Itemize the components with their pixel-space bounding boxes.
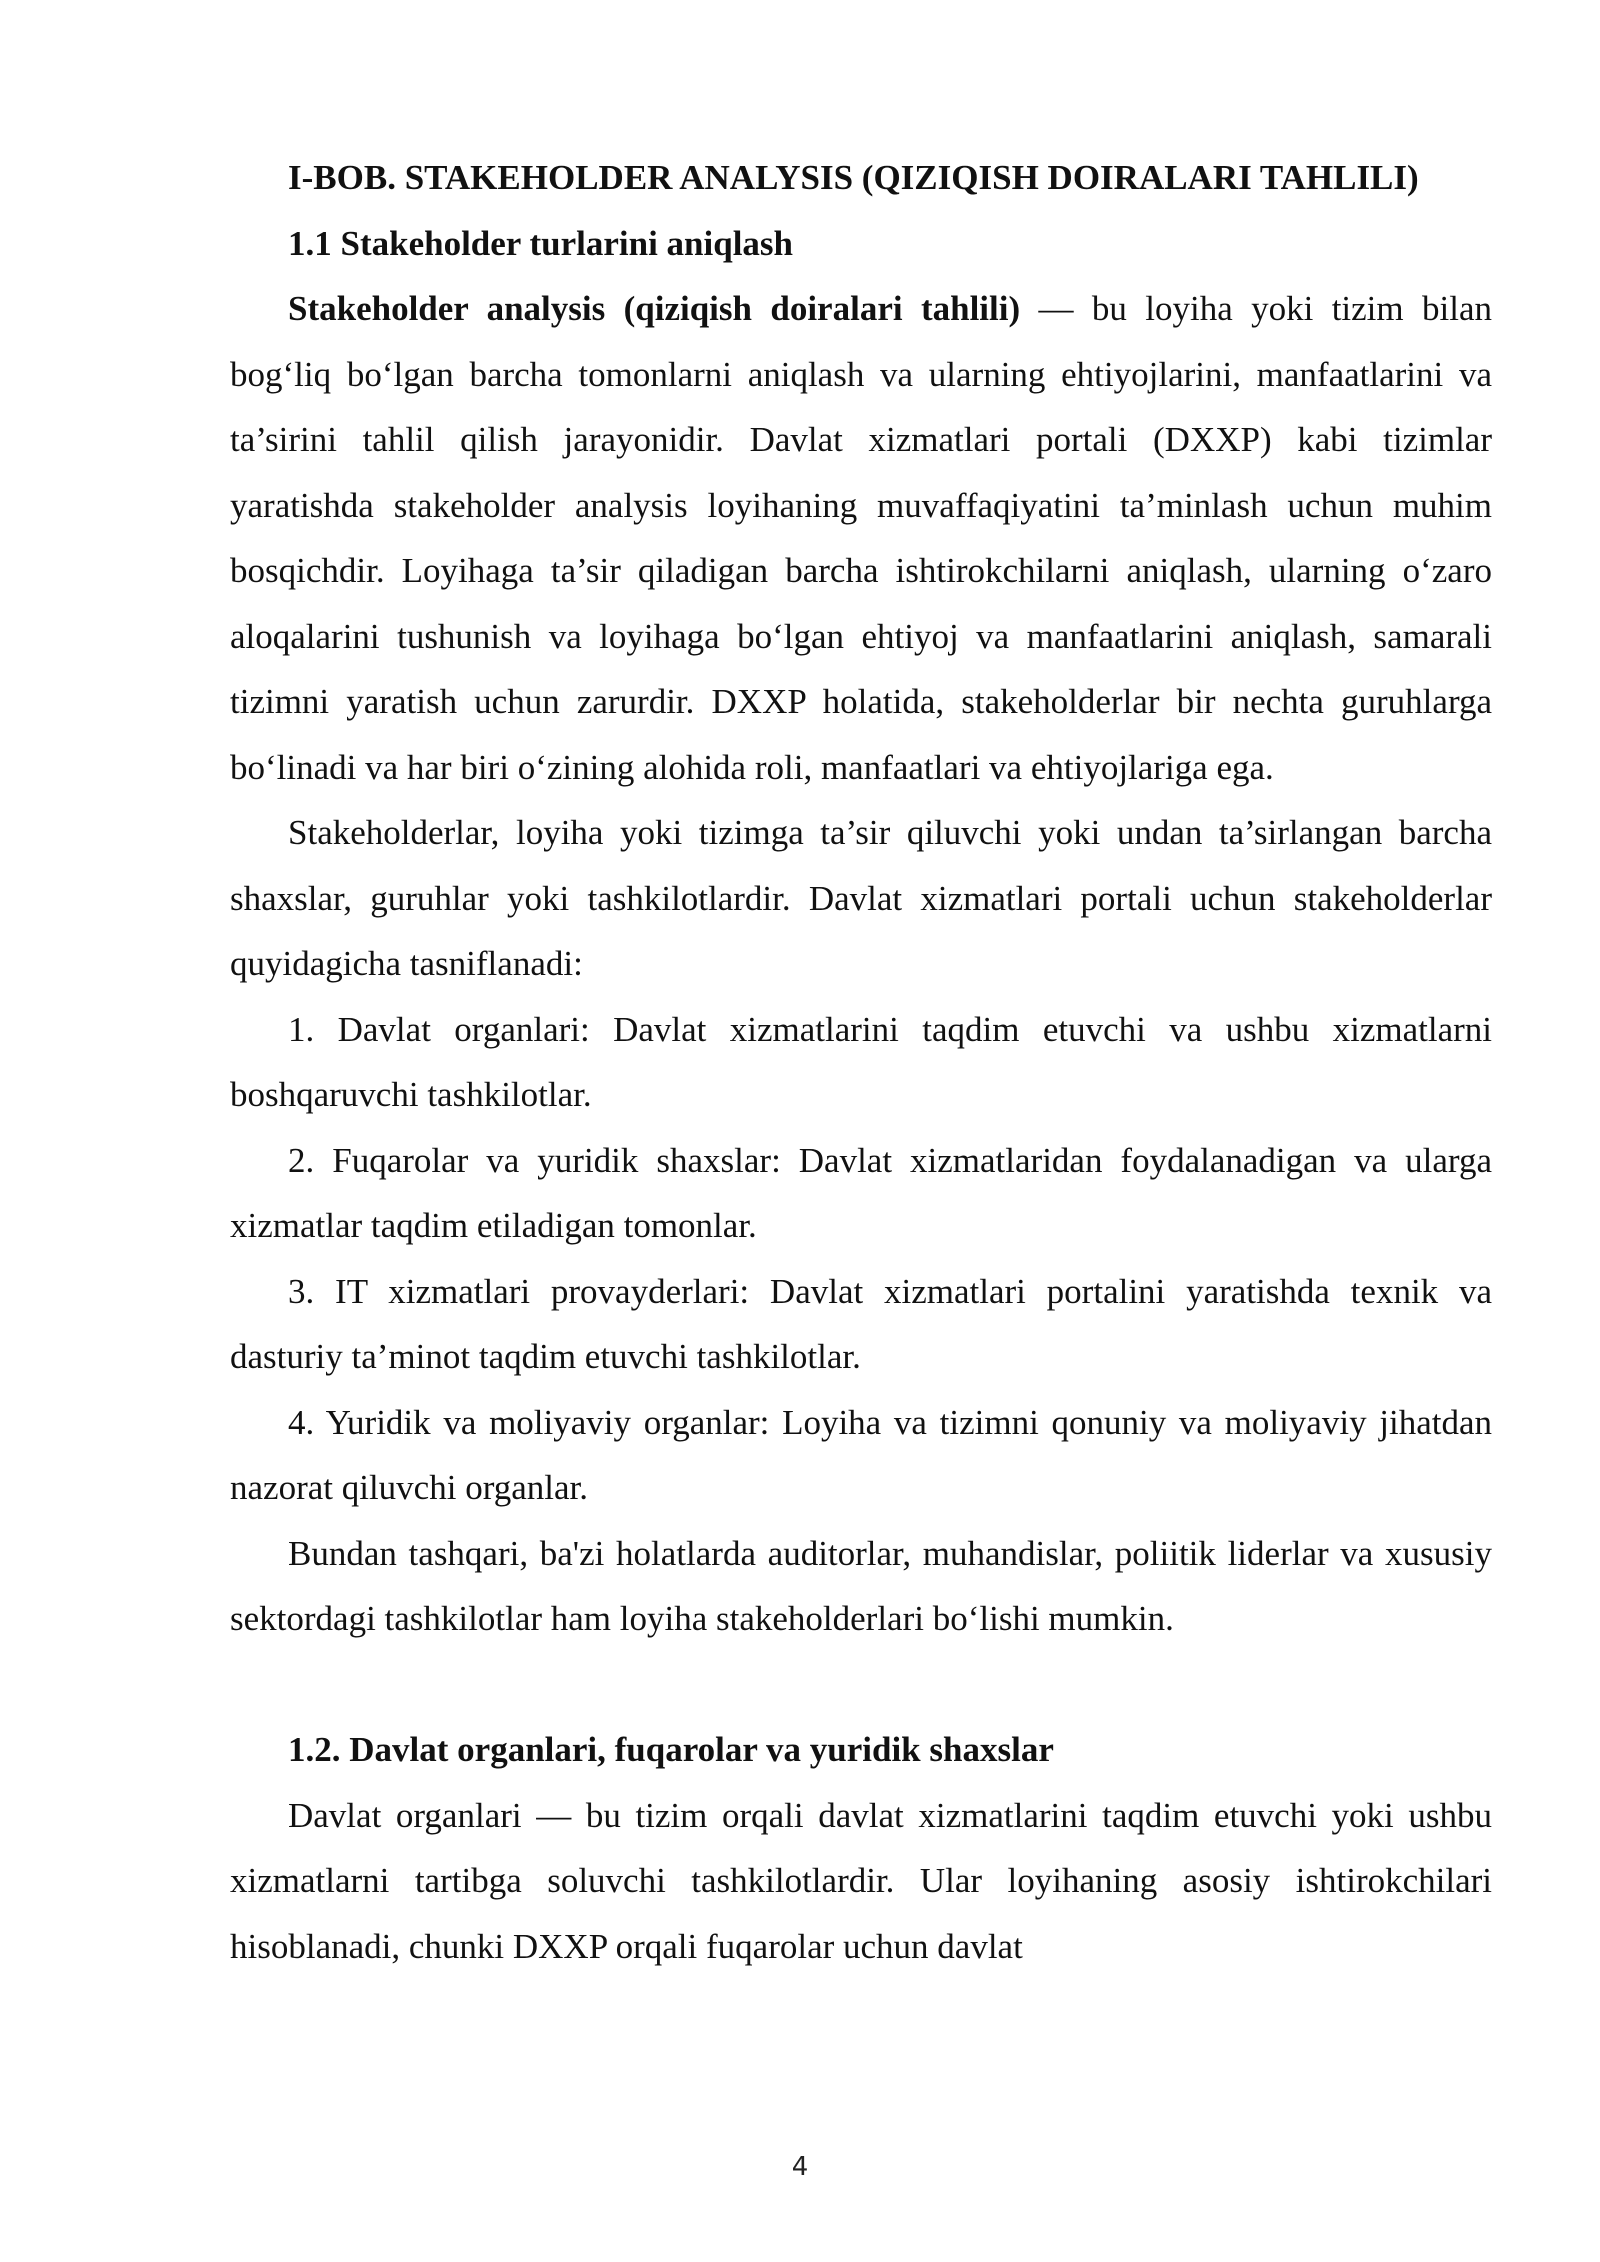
paragraph-additional: Bundan tashqari, ba'zi holatlarda auditorlar, muhandislar, poliitik liderlar va xususiy sektordagi tashkilotlar ham loyiha stakeholderlari bo‘lishi mumkin. [230, 1533, 1492, 1638]
list-item: 3. IT xizmatlari provayderlari: Davlat xizmatlari portalini yaratishda texnik va dasturiy ta’minot taqdim etuvchi tashkilotlar. [230, 1271, 1492, 1376]
paragraph-term: Stakeholder analysis (qiziqish doiralari tahlili) [288, 289, 1021, 328]
section-gap [230, 1652, 1492, 1718]
section-heading-1-1: 1.1 Stakeholder turlarini aniqlash [288, 223, 794, 263]
list-item: 1. Davlat organlari: Davlat xizmatlarini taqdim etuvchi va ushbu xizmatlarni boshqaruvchi tashkilotlar. [230, 1009, 1492, 1114]
paragraph-definition-text: — bu loyiha yoki tizim bilan bog‘liq bo‘lgan barcha tomonlarni aniqlash va ularning ehtiyojlarini, manfaatlarini va ta’sirini tahlil qilish jarayonidir. Davlat xizmatlari portali (DXXP) kabi tizimlar yaratishda stakeholder analysis loyihaning muvaffaqiyatini ta’minlash uchun muhim bosqichdir. Loyihaga ta’sir qiladigan barcha ishtirokchilarni aniqlash, ularning o‘zaro aloqalarini tushunish va loyihaga bo‘lgan ehtiyoj va manfaatlarini aniqlash, samarali tizimni yaratish uchun zarurdir. DXXP holatida, stakeholderlar bir nechta guruhlarga bo‘linadi va har biri o‘zining alohida roli, manfaatlari va ehtiyojlariga ega. [230, 289, 1492, 787]
document-body [230, 145, 1492, 1979]
list-item: 2. Fuqarolar va yuridik shaxslar: Davlat xizmatlaridan foydalanadigan va ularga xizmatlar taqdim etiladigan tomonlar. [230, 1140, 1492, 1245]
paragraph-davlat-organlari: Davlat organlari — bu tizim orqali davlat xizmatlarini taqdim etuvchi yoki ushbu xizmatlarni tartibga soluvchi tashkilotlardir. Ular loyihaning asosiy ishtirokchilari hisoblanadi, chunki DXXP orqali fuqarolar uchun davlat [230, 1795, 1492, 1966]
page-number: 4 [791, 2152, 809, 2182]
section-heading-1-2: 1.2. Davlat organlari, fuqarolar va yuridik shaxslar [288, 1730, 1054, 1769]
paragraph-definition [230, 276, 1492, 800]
list-item: 4. Yuridik va moliyaviy organlar: Loyiha va tizimni qonuniy va moliyaviy jihatdan nazorat qiluvchi organlar. [230, 1402, 1492, 1507]
paragraph-stakeholders: Stakeholderlar, loyiha yoki tizimga ta’sir qiluvchi yoki undan ta’sirlangan barcha shaxslar, guruhlar yoki tashkilotlardir. Davlat xizmatlari portali uchun stakeholderlar quyidagicha tasniflanadi: [230, 813, 1492, 983]
chapter-heading: I-BOB. STAKEHOLDER ANALYSIS (QIZIQISH DOIRALARI TAHLILI) [288, 158, 1419, 197]
